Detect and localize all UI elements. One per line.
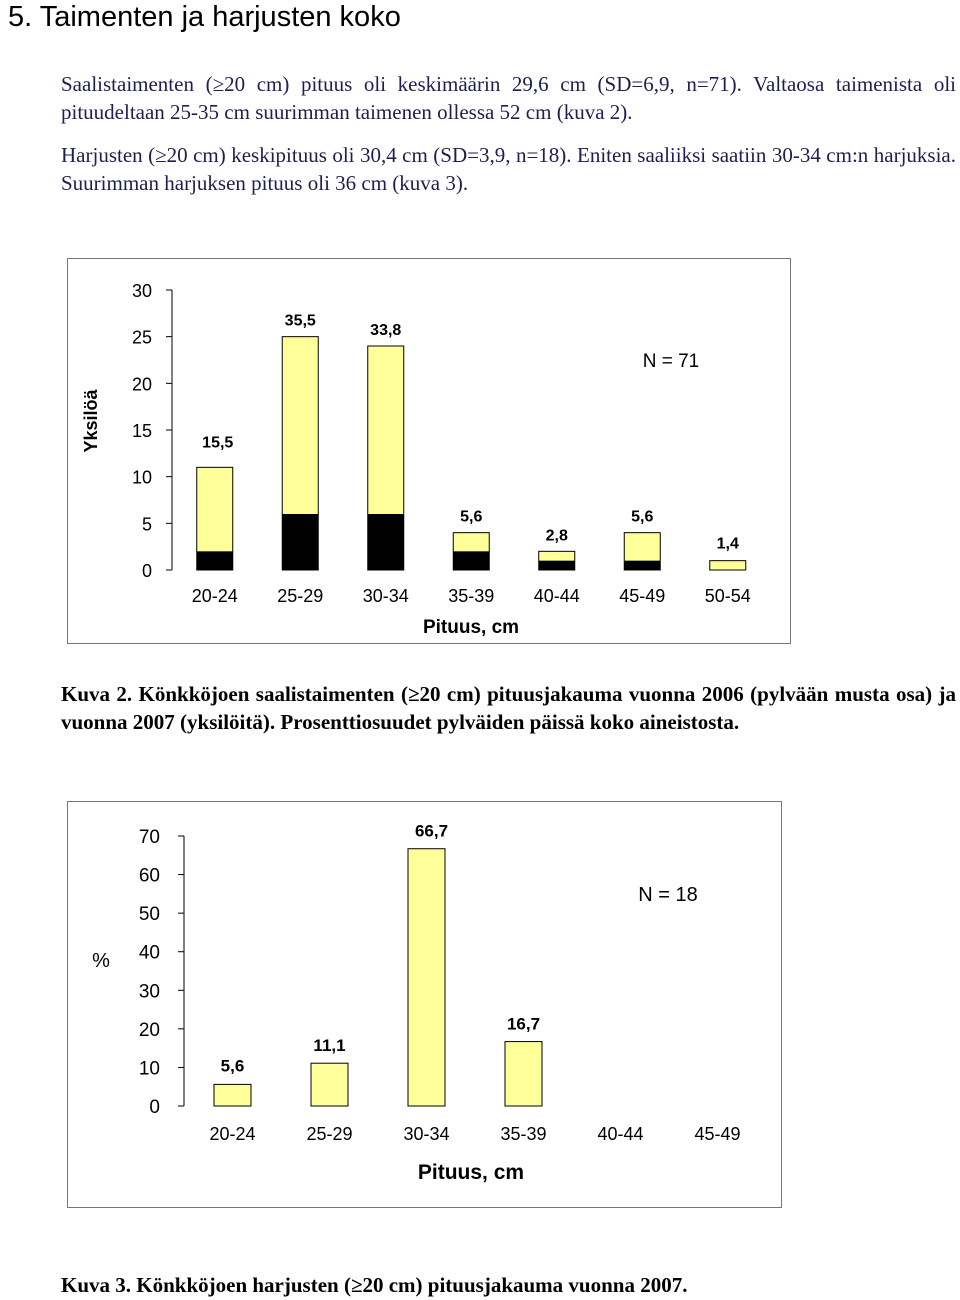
figure-caption-2: Kuva 2. Könkköjoen saalistaimenten (≥20 cm) pituusjakauma vuonna 2006 (pylvään musta osa) ja vuonna 2007 (yksilöitä). Prosenttiosuudet pylväiden päissä koko aineistosta.: [61, 682, 956, 734]
chart-trout-frame: [67, 258, 791, 644]
paragraph-trout: Saalistaimenten (≥20 cm) pituus oli keskimäärin 29,6 cm (SD=6,9, n=71). Valtaosa taimenista oli pituudeltaan 25-35 cm suurimman taimenen ollessa 52 cm (kuva 2).: [61, 72, 956, 124]
y-tick-label: 5: [141, 514, 152, 535]
y-tick-label: 20: [138, 1019, 160, 1041]
data-label: 5,6: [220, 1056, 245, 1076]
bar: [408, 849, 445, 1106]
bar-2006: [368, 514, 404, 570]
paragraph-grayling: Harjusten (≥20 cm) keskipituus oli 30,4 cm (SD=3,9, n=18). Eniten saaliiksi saatiin 30-34 cm:n harjuksia. Suurimman harjuksen pituus oli 36 cm (kuva 3).: [61, 143, 956, 195]
y-axis-label: %: [92, 950, 110, 972]
y-tick-label: 15: [131, 421, 152, 441]
y-tick-label: 25: [131, 327, 152, 348]
x-tick-label: 20-24: [191, 586, 238, 606]
section-heading: 5. Taimenten ja harjusten koko: [8, 1, 401, 33]
x-tick-label: 20-24: [209, 1124, 256, 1144]
y-tick-label: 10: [131, 467, 152, 488]
bar: [214, 1084, 251, 1106]
x-tick-label: 45-49: [619, 586, 666, 606]
data-label: 35,5: [284, 312, 316, 330]
bar-2006: [453, 551, 489, 570]
data-label: 1,4: [716, 535, 739, 553]
x-tick-label: 25-29: [277, 586, 324, 606]
data-label: 16,7: [506, 1014, 541, 1034]
x-tick-label: 30-34: [403, 1124, 450, 1144]
trout-length-chart: [68, 259, 790, 643]
y-tick-label: 10: [138, 1058, 160, 1080]
figure-caption-3: Kuva 3. Könkköjoen harjusten (≥20 cm) pituusjakauma vuonna 2007.: [61, 1273, 688, 1297]
y-axis-label: Yksilöä: [81, 389, 101, 453]
x-axis-label: Pituus, cm: [417, 1161, 525, 1184]
grayling-length-chart: [68, 802, 781, 1207]
data-label: 2,8: [545, 527, 568, 545]
y-tick-label: 0: [141, 561, 152, 581]
data-label: 33,8: [370, 322, 402, 339]
bar-2007: [710, 561, 746, 570]
bar-2006: [282, 514, 318, 570]
n-annotation: N = 71: [642, 351, 700, 372]
bar: [311, 1063, 348, 1106]
bar-2006: [197, 551, 233, 570]
x-tick-label: 40-44: [533, 586, 580, 606]
x-tick-label: 35-39: [500, 1124, 547, 1144]
x-tick-label: 25-29: [306, 1124, 353, 1144]
data-label: 15,5: [202, 434, 234, 452]
bar-2006: [624, 561, 660, 570]
y-tick-label: 60: [138, 865, 160, 887]
y-tick-label: 20: [131, 374, 152, 395]
x-tick-label: 40-44: [597, 1124, 644, 1144]
data-label: 5,6: [460, 508, 483, 526]
x-axis-label: Pituus, cm: [422, 617, 520, 638]
data-label: 11,1: [313, 1036, 346, 1056]
x-tick-label: 50-54: [704, 586, 751, 606]
n-annotation: N = 18: [638, 884, 698, 906]
y-tick-label: 30: [138, 981, 160, 1003]
y-tick-label: 40: [138, 942, 160, 964]
y-tick-label: 50: [138, 904, 160, 926]
x-tick-label: 35-39: [448, 586, 495, 606]
bar-2006: [539, 561, 575, 570]
data-label: 66,7: [414, 821, 449, 841]
y-tick-label: 0: [149, 1097, 160, 1118]
x-tick-label: 45-49: [694, 1124, 741, 1144]
y-tick-label: 30: [131, 281, 152, 301]
data-label: 5,6: [631, 508, 654, 526]
y-tick-label: 70: [138, 827, 160, 848]
bar: [505, 1042, 542, 1106]
x-tick-label: 30-34: [362, 586, 409, 606]
chart-grayling-frame: [67, 801, 782, 1208]
